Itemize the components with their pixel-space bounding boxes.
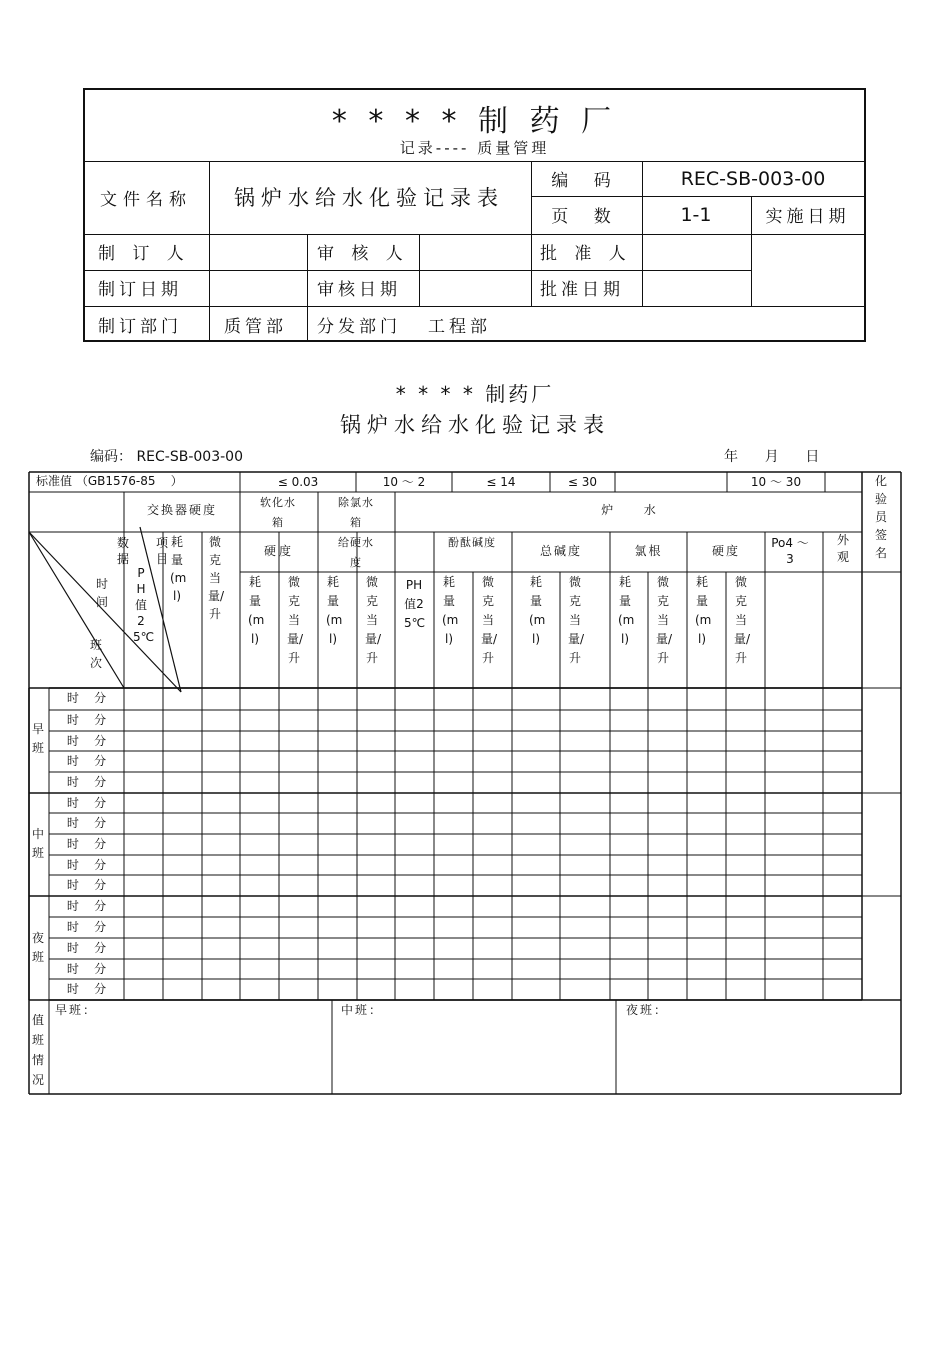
time-label: 时间 — [95, 577, 108, 609]
ph-label-boiler: PH值25℃ — [404, 578, 426, 630]
duty-morning: 早班： — [55, 1003, 98, 1017]
standard-3: ≤ 14 — [486, 475, 516, 489]
header-subtitle: 记录---- 质量管理 — [399, 139, 550, 157]
time-cell[interactable]: 时 分 — [66, 754, 107, 768]
time-cell[interactable]: 时 分 — [66, 962, 107, 976]
total-alkalinity: 总碱度 — [539, 544, 582, 558]
appearance: 外观 — [836, 533, 849, 564]
code-value: REC-SB-003-00 — [680, 167, 826, 190]
dechlorinated-tank: 除氯水箱 — [338, 496, 374, 529]
time-cell[interactable]: 时 分 — [66, 816, 107, 830]
form-code-line: 编码： REC-SB-003-00 — [90, 449, 243, 465]
item-label: 项目 — [155, 536, 168, 566]
shift-night: 夜班 — [31, 931, 44, 964]
review-date-label: 审核日期 — [317, 279, 401, 300]
approve-date-label: 批准日期 — [540, 279, 624, 300]
hardness-softened: 硬度 — [263, 544, 294, 558]
file-name-label: 文件名称 — [100, 189, 192, 210]
effective-date-label: 实施日期 — [765, 207, 850, 227]
shift-morning: 早班 — [31, 722, 44, 755]
micro-phenol-label: 微克当量/升 — [481, 575, 498, 665]
standard-5: 10 ～ 30 — [750, 475, 802, 489]
shift-label: 班次 — [89, 638, 102, 670]
micro-label-exchanger: 微克当量/升 — [208, 535, 225, 621]
micro-hardness-label: 微克当量/升 — [734, 575, 751, 665]
consume-softened-label: 耗量(ml) — [248, 575, 265, 646]
consume-total-label: 耗量(ml) — [529, 575, 546, 646]
time-cell[interactable]: 时 分 — [66, 858, 107, 872]
header-factory-title: * * * * 制 药 厂 — [331, 104, 618, 139]
pages-label: 页 数 — [551, 207, 621, 227]
softened-tank: 软化水箱 — [260, 496, 296, 529]
time-cell[interactable]: 时 分 — [66, 691, 107, 705]
signature-label — [874, 472, 890, 562]
distribute-label: 分发部门 — [317, 316, 401, 337]
drafter-label: 制 订 人 — [98, 243, 190, 264]
shift-middle: 中班 — [31, 827, 44, 860]
dept-label: 制订部门 — [98, 316, 182, 337]
duty-label: 值班情况 — [31, 1013, 44, 1087]
consume-hardness-label: 耗量(ml) — [695, 575, 712, 646]
code-label: 编 码 — [551, 171, 621, 191]
standard-4: ≤ 30 — [567, 475, 598, 489]
hardness-boiler: 硬度 — [711, 544, 740, 558]
consume-dechlor-label: 耗量(ml) — [326, 575, 343, 646]
time-cell[interactable]: 时 分 — [66, 899, 107, 913]
data-label: 数据 — [116, 536, 129, 566]
boiler-water: 炉 水 — [601, 503, 656, 517]
time-cell[interactable]: 时 分 — [66, 775, 107, 789]
chloride: 氯根 — [634, 544, 663, 558]
time-cell[interactable]: 时 分 — [66, 713, 107, 727]
time-cell[interactable]: 时 分 — [66, 982, 107, 996]
po4: Po4 ～ 3 — [771, 536, 809, 566]
micro-total-label: 微克当量/升 — [568, 575, 585, 665]
duty-middle: 中班： — [341, 1003, 384, 1017]
time-cell[interactable]: 时 分 — [66, 796, 107, 810]
time-cell[interactable]: 时 分 — [66, 734, 107, 748]
micro-softened-label: 微克当量/升 — [287, 575, 304, 665]
form-factory-title: * * * * 制药厂 — [395, 382, 555, 406]
micro-chloride-label: 微克当量/升 — [656, 575, 673, 665]
consume-chloride-label: 耗量(ml) — [618, 575, 635, 646]
form-title: 锅炉水给水化验记录表 — [340, 413, 610, 437]
duty-night: 夜班： — [626, 1003, 669, 1017]
standard-2: 10 ～ 2 — [382, 475, 426, 489]
phenolphthalein: 酚酞碱度 — [448, 536, 496, 549]
file-name-value: 锅炉水给水化验记录表 — [234, 186, 504, 210]
form-date-line: 年 月 日 — [724, 449, 820, 465]
standard-label: 标准值 （GB1576-85 ） — [36, 474, 183, 488]
dept-value: 质管部 — [224, 316, 287, 337]
ph-label-exchanger: PH值25℃ — [133, 566, 155, 644]
micro-dechlor-label: 微克当量/升 — [365, 575, 382, 665]
pages-value: 1-1 — [680, 203, 712, 226]
distribute-value: 工程部 — [428, 316, 491, 337]
time-cell[interactable]: 时 分 — [66, 941, 107, 955]
standard-1: ≤ 0.03 — [277, 475, 319, 489]
time-cell[interactable]: 时 分 — [66, 920, 107, 934]
time-cell[interactable]: 时 分 — [66, 837, 107, 851]
exchanger-hardness: 交换器硬度 — [146, 503, 217, 517]
approver-label: 批 准 人 — [540, 243, 632, 264]
consume-label-exchanger: 耗量(ml) — [170, 535, 187, 603]
signature-label-text: 化验员签名 — [874, 474, 887, 560]
consume-phenol-label: 耗量(ml) — [442, 575, 459, 646]
time-cell[interactable]: 时 分 — [66, 878, 107, 892]
feed-hardness: 给硬水度 — [338, 536, 374, 569]
draft-date-label: 制订日期 — [98, 279, 182, 300]
reviewer-label: 审 核 人 — [317, 243, 409, 264]
